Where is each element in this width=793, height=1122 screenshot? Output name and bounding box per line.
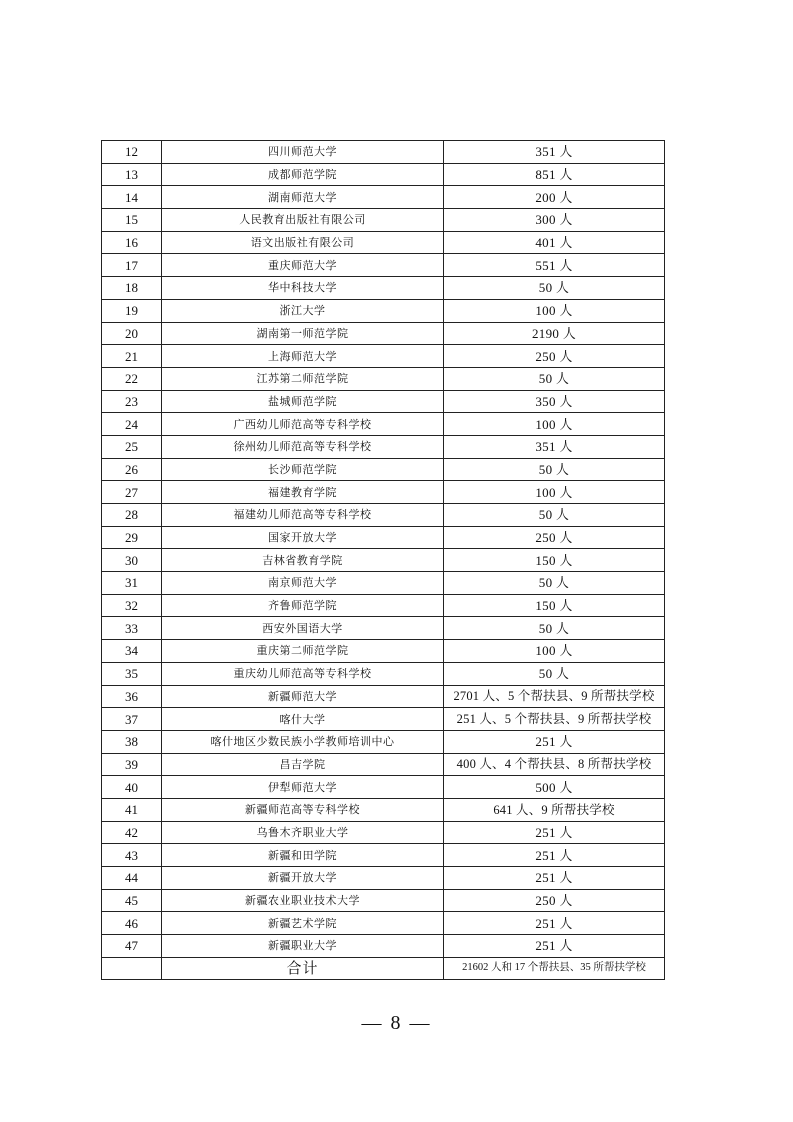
table-row — [102, 662, 665, 685]
row-number: 21 — [102, 345, 162, 368]
institution-name: 浙江大学 — [162, 299, 444, 322]
table-row — [102, 708, 665, 731]
allocation-count: 50 人 — [444, 277, 665, 300]
row-number: 17 — [102, 254, 162, 277]
table-row — [102, 572, 665, 595]
institution-name: 语文出版社有限公司 — [162, 231, 444, 254]
row-number: 13 — [102, 163, 162, 186]
allocation-count: 250 人 — [444, 345, 665, 368]
institution-name: 人民教育出版社有限公司 — [162, 209, 444, 232]
table-row — [102, 685, 665, 708]
table-row — [102, 481, 665, 504]
table-row — [102, 798, 665, 821]
allocation-count: 500 人 — [444, 776, 665, 799]
institution-name: 喀什地区少数民族小学教师培训中心 — [162, 730, 444, 753]
allocation-table — [101, 140, 665, 980]
table-row — [102, 458, 665, 481]
table-row — [102, 730, 665, 753]
institution-name: 华中科技大学 — [162, 277, 444, 300]
institution-name: 昌吉学院 — [162, 753, 444, 776]
allocation-count: 2190 人 — [444, 322, 665, 345]
row-number: 44 — [102, 867, 162, 890]
table-row — [102, 413, 665, 436]
row-number: 18 — [102, 277, 162, 300]
row-number: 22 — [102, 367, 162, 390]
table-row — [102, 844, 665, 867]
allocation-count: 50 人 — [444, 572, 665, 595]
row-number: 20 — [102, 322, 162, 345]
institution-name: 广西幼儿师范高等专科学校 — [162, 413, 444, 436]
table-row — [102, 935, 665, 958]
table-row — [102, 594, 665, 617]
row-number: 14 — [102, 186, 162, 209]
row-number: 24 — [102, 413, 162, 436]
row-number: 27 — [102, 481, 162, 504]
table-row — [102, 617, 665, 640]
allocation-count: 50 人 — [444, 458, 665, 481]
institution-name: 盐城师范学院 — [162, 390, 444, 413]
institution-name: 新疆师范大学 — [162, 685, 444, 708]
row-number: 41 — [102, 798, 162, 821]
table-row — [102, 186, 665, 209]
allocation-count: 251 人 — [444, 844, 665, 867]
allocation-count: 641 人、9 所帮扶学校 — [444, 798, 665, 821]
table-row — [102, 435, 665, 458]
allocation-count: 251 人、5 个帮扶县、9 所帮扶学校 — [444, 708, 665, 731]
allocation-count: 350 人 — [444, 390, 665, 413]
table-row — [102, 345, 665, 368]
institution-name: 吉林省教育学院 — [162, 549, 444, 572]
allocation-count: 150 人 — [444, 594, 665, 617]
allocation-count: 2701 人、5 个帮扶县、9 所帮扶学校 — [444, 685, 665, 708]
row-number: 42 — [102, 821, 162, 844]
institution-name: 湖南第一师范学院 — [162, 322, 444, 345]
institution-name: 徐州幼儿师范高等专科学校 — [162, 435, 444, 458]
allocation-count: 251 人 — [444, 730, 665, 753]
row-number: 30 — [102, 549, 162, 572]
institution-name: 福建教育学院 — [162, 481, 444, 504]
institution-name: 重庆幼儿师范高等专科学校 — [162, 662, 444, 685]
row-number: 16 — [102, 231, 162, 254]
institution-name: 重庆第二师范学院 — [162, 640, 444, 663]
institution-name: 新疆职业大学 — [162, 935, 444, 958]
institution-name: 西安外国语大学 — [162, 617, 444, 640]
table-row — [102, 322, 665, 345]
allocation-count: 50 人 — [444, 504, 665, 527]
institution-name: 新疆开放大学 — [162, 867, 444, 890]
table-row — [102, 889, 665, 912]
row-number: 38 — [102, 730, 162, 753]
row-number: 23 — [102, 390, 162, 413]
allocation-count: 50 人 — [444, 617, 665, 640]
row-number: 43 — [102, 844, 162, 867]
allocation-count: 100 人 — [444, 413, 665, 436]
allocation-count: 150 人 — [444, 549, 665, 572]
institution-name: 喀什大学 — [162, 708, 444, 731]
row-number: 12 — [102, 141, 162, 164]
institution-name: 新疆师范高等专科学校 — [162, 798, 444, 821]
total-row — [102, 957, 665, 980]
institution-name: 新疆和田学院 — [162, 844, 444, 867]
table-row — [102, 776, 665, 799]
row-number: 39 — [102, 753, 162, 776]
institution-name: 新疆艺术学院 — [162, 912, 444, 935]
institution-name: 湖南师范大学 — [162, 186, 444, 209]
institution-name: 重庆师范大学 — [162, 254, 444, 277]
row-number: 29 — [102, 526, 162, 549]
row-number: 40 — [102, 776, 162, 799]
allocation-count: 351 人 — [444, 435, 665, 458]
table-row — [102, 209, 665, 232]
allocation-count: 100 人 — [444, 299, 665, 322]
institution-name: 国家开放大学 — [162, 526, 444, 549]
row-number: 25 — [102, 435, 162, 458]
row-number: 26 — [102, 458, 162, 481]
total-count: 21602 人和 17 个帮扶县、35 所帮扶学校 — [444, 957, 665, 980]
table-body — [102, 141, 665, 958]
table-row — [102, 526, 665, 549]
allocation-count: 200 人 — [444, 186, 665, 209]
table-row — [102, 640, 665, 663]
institution-name: 四川师范大学 — [162, 141, 444, 164]
allocation-count: 551 人 — [444, 254, 665, 277]
institution-name: 长沙师范学院 — [162, 458, 444, 481]
allocation-count: 250 人 — [444, 889, 665, 912]
table-row — [102, 753, 665, 776]
allocation-count: 401 人 — [444, 231, 665, 254]
allocation-count: 50 人 — [444, 662, 665, 685]
allocation-count: 400 人、4 个帮扶县、8 所帮扶学校 — [444, 753, 665, 776]
row-number: 46 — [102, 912, 162, 935]
institution-name: 成都师范学院 — [162, 163, 444, 186]
total-label: 合计 — [162, 957, 444, 980]
allocation-count: 50 人 — [444, 367, 665, 390]
row-number: 36 — [102, 685, 162, 708]
table-row — [102, 821, 665, 844]
row-number: 15 — [102, 209, 162, 232]
institution-name: 伊犁师范大学 — [162, 776, 444, 799]
row-number: 19 — [102, 299, 162, 322]
table-row — [102, 254, 665, 277]
table-row — [102, 299, 665, 322]
allocation-count: 251 人 — [444, 821, 665, 844]
institution-name: 上海师范大学 — [162, 345, 444, 368]
allocation-count: 351 人 — [444, 141, 665, 164]
row-number: 31 — [102, 572, 162, 595]
institution-name: 新疆农业职业技术大学 — [162, 889, 444, 912]
institution-name: 江苏第二师范学院 — [162, 367, 444, 390]
total-number-cell — [102, 957, 162, 980]
table-row — [102, 912, 665, 935]
institution-name: 南京师范大学 — [162, 572, 444, 595]
allocation-count: 251 人 — [444, 935, 665, 958]
allocation-count: 250 人 — [444, 526, 665, 549]
table-row — [102, 549, 665, 572]
table-row — [102, 163, 665, 186]
table-row — [102, 867, 665, 890]
row-number: 33 — [102, 617, 162, 640]
table-row — [102, 231, 665, 254]
row-number: 35 — [102, 662, 162, 685]
table-row — [102, 367, 665, 390]
row-number: 32 — [102, 594, 162, 617]
table-row — [102, 504, 665, 527]
allocation-count: 851 人 — [444, 163, 665, 186]
row-number: 45 — [102, 889, 162, 912]
allocation-count: 300 人 — [444, 209, 665, 232]
row-number: 37 — [102, 708, 162, 731]
allocation-count: 251 人 — [444, 912, 665, 935]
institution-name: 齐鲁师范学院 — [162, 594, 444, 617]
table-row — [102, 277, 665, 300]
institution-name: 乌鲁木齐职业大学 — [162, 821, 444, 844]
institution-name: 福建幼儿师范高等专科学校 — [162, 504, 444, 527]
page-number: — 8 — — [361, 1012, 432, 1034]
allocation-count: 251 人 — [444, 867, 665, 890]
allocation-count: 100 人 — [444, 640, 665, 663]
row-number: 34 — [102, 640, 162, 663]
allocation-count: 100 人 — [444, 481, 665, 504]
row-number: 47 — [102, 935, 162, 958]
row-number: 28 — [102, 504, 162, 527]
table-row — [102, 390, 665, 413]
table-row — [102, 141, 665, 164]
